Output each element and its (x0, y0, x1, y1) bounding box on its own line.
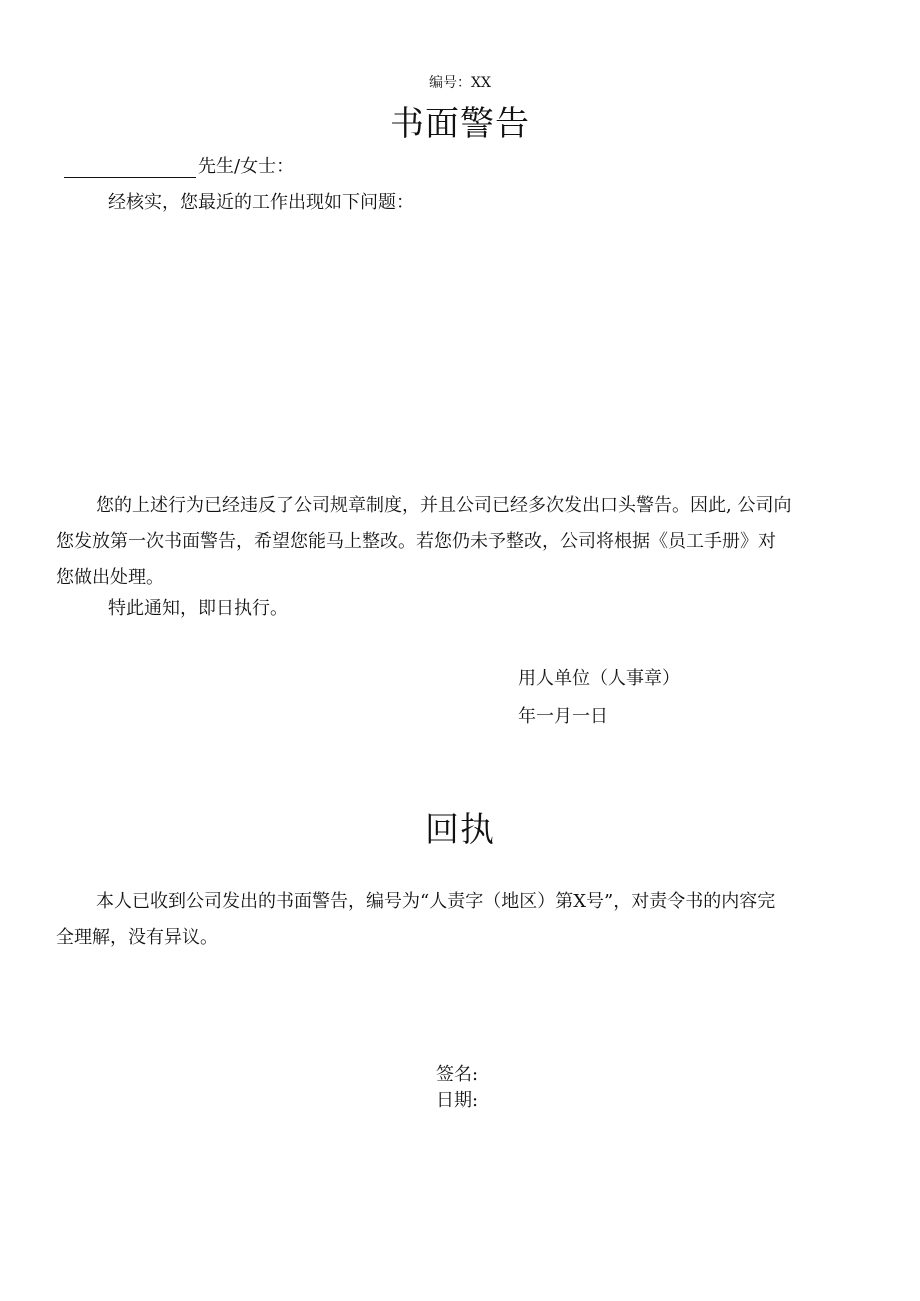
recipient-name-blank (64, 159, 196, 178)
salutation-line (64, 152, 294, 178)
document-title: 书面警告 (390, 104, 530, 144)
receipt-body-paragraph (56, 884, 872, 956)
receipt-title: 回执 (425, 810, 495, 850)
issuer-label: 用人单位（人事章） (518, 668, 680, 689)
intro-text: 经核实，您最近的工作出现如下问题： (108, 192, 414, 213)
document-number: 编号：XX (429, 75, 491, 91)
body-line: 您的上述行为已经违反了公司规章制度，并且公司已经多次发出口头警告。因此, 公司向 (96, 495, 792, 516)
notice-text: 特此通知，即日执行。 (108, 598, 288, 619)
issue-date: 年一月一日 (518, 706, 608, 727)
body-line: 您做出处理。 (56, 567, 164, 588)
date-label: 日期: (436, 1090, 479, 1111)
receipt-line: 本人已收到公司发出的书面警告，编号为“人责字（地区）第X号”，对责令书的内容完 (96, 891, 776, 912)
salutation-suffix: 先生/女士： (198, 156, 295, 177)
body-line: 您发放第一次书面警告，希望您能马上整改。若您仍未予整改，公司将根据《员工手册》对 (56, 531, 776, 552)
signature-label: 签名: (436, 1064, 479, 1085)
receipt-line: 全理解，没有异议。 (56, 927, 218, 948)
warning-body-paragraph (56, 488, 872, 596)
